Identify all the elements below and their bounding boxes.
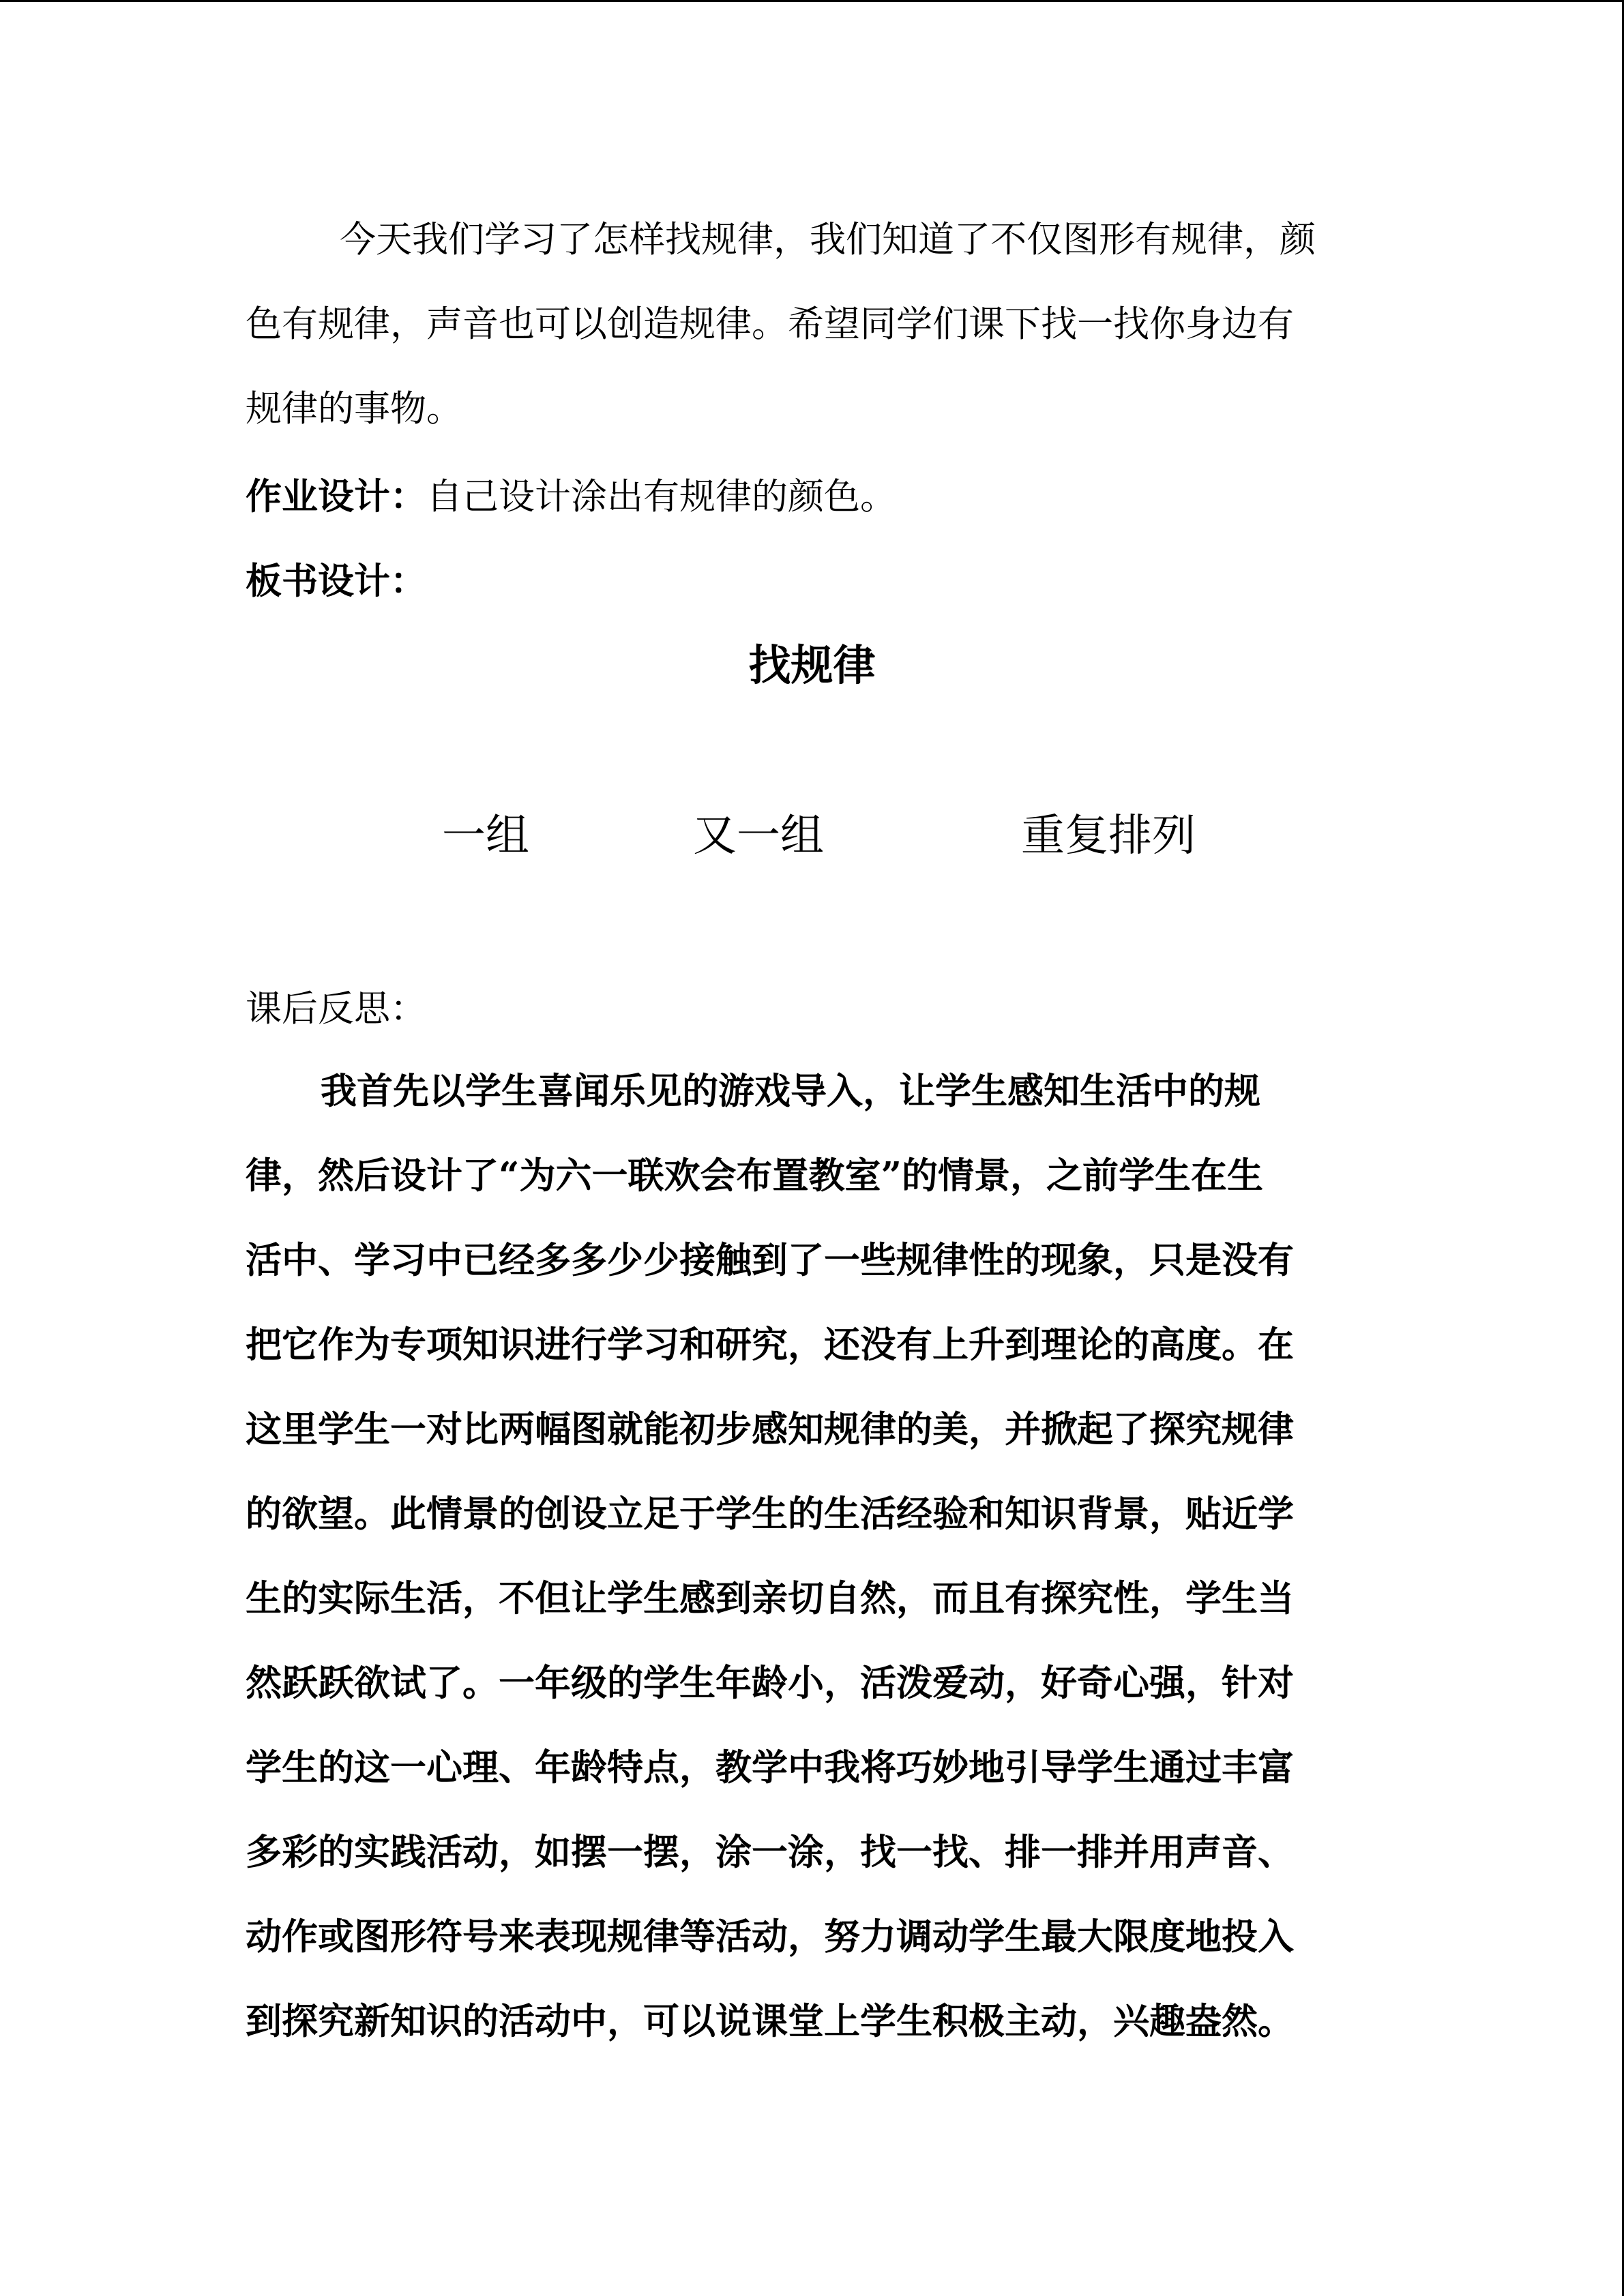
homework-text: 自己设计涂出有规律的颜色。 bbox=[426, 476, 896, 518]
reflection-line-1: 我首先以学生喜闻乐见的游戏导入，让学生感知生活中的规 bbox=[321, 1070, 1260, 1112]
reflection-line-10: 多彩的实践活动，如摆一摆，涂一涂，找一找、排一排并用声音、 bbox=[246, 1831, 1294, 1873]
summary-line-2: 色有规律，声音也可以创造规律。希望同学们课下找一找你身边有 bbox=[246, 303, 1294, 345]
reflection-line-3: 活中、学习中已经多多少少接触到了一些规律性的现象，只是没有 bbox=[246, 1239, 1294, 1281]
reflection-line-9: 学生的这一心理、年龄特点，教学中我将巧妙地引导学生通过丰富 bbox=[246, 1746, 1294, 1789]
reflection-label: 课后反思： bbox=[246, 988, 426, 1030]
summary-line-1: 今天我们学习了怎样找规律，我们知道了不仅图形有规律，颜 bbox=[340, 219, 1316, 260]
board-item-2: 又一组 bbox=[693, 811, 824, 861]
reflection-line-2: 律，然后设计了“为六一联欢会布置教室”的情景，之前学生在生 bbox=[246, 1154, 1263, 1197]
homework-line bbox=[246, 472, 896, 522]
reflection-line-6: 的欲望。此情景的创设立足于学生的生活经验和知识背景，贴近学 bbox=[246, 1493, 1294, 1535]
board-item-1: 一组 bbox=[442, 811, 529, 861]
reflection-line-12: 到探究新知识的活动中，可以说课堂上学生积极主动，兴趣盎然。 bbox=[246, 2000, 1294, 2042]
board-title: 找规律 bbox=[748, 640, 876, 690]
reflection-line-7: 生的实际生活，不但让学生感到亲切自然，而且有探究性，学生当 bbox=[246, 1577, 1294, 1620]
board-item-3: 重复排列 bbox=[1021, 811, 1196, 861]
reflection-line-5: 这里学生一对比两幅图就能初步感知规律的美，并掀起了探究规律 bbox=[246, 1408, 1294, 1450]
page-border-top bbox=[0, 0, 1624, 2]
homework-label: 作业设计： bbox=[246, 475, 426, 518]
reflection-line-8: 然跃跃欲试了。一年级的学生年龄小，活泼爱动，好奇心强，针对 bbox=[246, 1662, 1294, 1704]
reflection-line-11: 动作或图形符号来表现规律等活动，努力调动学生最大限度地投入 bbox=[246, 1915, 1294, 1958]
reflection-line-4: 把它作为专项知识进行学习和研究，还没有上升到理论的高度。在 bbox=[246, 1324, 1294, 1366]
summary-line-3: 规律的事物。 bbox=[246, 388, 462, 430]
board-label: 板书设计： bbox=[246, 560, 426, 602]
